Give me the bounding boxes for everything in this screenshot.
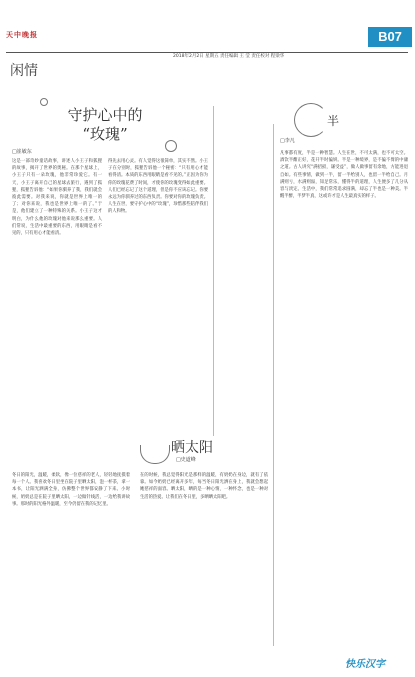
deco-circle-icon	[40, 98, 48, 106]
section-title: 闲情	[10, 63, 38, 79]
article1-title-line2: “玫瑰”	[82, 125, 128, 143]
footer-logo: 快乐汉字	[345, 659, 385, 670]
article2-column-2: 在的时候，我总觉得阳光是那样的温暖，有奶奶在身边，就有了依靠。如今奶奶已经离开多年，每当冬日阳光洒在身上，我就会想起她慈祥的面容。晒太阳，晒的是一种心情，一种怀念，也是一种对生活的热爱。让我们在冬日里，多晒晒太阳吧。	[140, 473, 268, 500]
column-divider	[273, 124, 274, 646]
article3-byline: □李凡	[280, 138, 295, 144]
article2-title: 晒太阳	[171, 440, 213, 456]
sun-icon	[140, 445, 170, 464]
article2-column-1: 冬日的阳光，温暖，柔软，像一位慈祥的老人，轻轻地抚摸着每一个人。我喜欢冬日里坐在院子里晒太阳，泡一杯茶，拿一本书，让阳光洒满全身，仿佛整个世界都安静了下来。小时候，奶奶总是在院子里晒太阳，一边做针线活，一边给我讲故事。那时的阳光格外温暖，至今仍留在我的记忆里。	[12, 473, 130, 507]
article1-column-1: 这是一部奇妙童话故事，讲述人小王子和狐狸的故事，揭开了世界的奥秘。在那个星球上，小王子只有一朵玫瑰，他非常珍爱它。有一天，小王子离开自己的星球去旅行，遇到了狐狸，狐狸告诉他：“如果你驯养了我，我们就会彼此需要。对我来说，你就是世界上唯一的了；对你来说，我也是世界上唯一的了。”于是，他们建立了一种特殊的关系。小王子这才明白，为什么他的玫瑰对他来说那么重要。人们常说，生活中最重要的东西，用眼睛是看不见的，只有用心才能看清。	[12, 159, 102, 237]
article2-byline: □史道峰	[176, 457, 196, 463]
page-number-badge: B07	[368, 27, 412, 47]
issue-info: 2018年2月2日 星期五 责任编辑 王 莹 责任校对 程梁华	[173, 54, 285, 59]
column-divider	[213, 106, 214, 436]
article1-title	[50, 106, 160, 144]
article3-title: 半	[327, 114, 340, 128]
article1-byline: □崔敏东	[12, 149, 32, 155]
article1-title-line1: 守护心中的	[67, 106, 143, 124]
deco-circle-icon	[165, 140, 177, 152]
half-moon-icon	[294, 103, 328, 137]
newspaper-logo: 天中晚报	[6, 30, 38, 39]
article1-column-2: 得先去用心灵。有人觉得这很简单，其实不然。小王子在分别时，狐狸告诉他一个秘密：“只有用心才能看得清。本质的东西用眼睛是看不见的。”正因为你为你的玫瑰花费了时间，才使你的玫瑰变得如此重要。人们已经忘记了这个道理，但是你不应该忘记。你要永远为你驯养过的东西负责。你要对你的玫瑰负责。人生在世，要守护心中的“玫瑰”，珍惜那些陪伴我们的人和物。	[108, 159, 208, 215]
article3-column: 凡事都有度，半是一种智慧。人生在世，不可太满，也不可太空。酒饮半酣正好，花开半时偏妍。半是一种境界，是不偏不倚的中庸之道。古人讲究“满招损，谦受益”，做人做事留有余地，方能进退自如。有些事情，做到一半，留一半给别人，也留一半给自己。月满则亏，水满则溢，知足常乐，懂得半的道理，人生便多了几分从容与淡定。生活中，我们常常追求圆满，却忘了半也是一种美。半醒半醉，半梦半真，这或许才是人生最真实的样子。	[280, 151, 408, 200]
